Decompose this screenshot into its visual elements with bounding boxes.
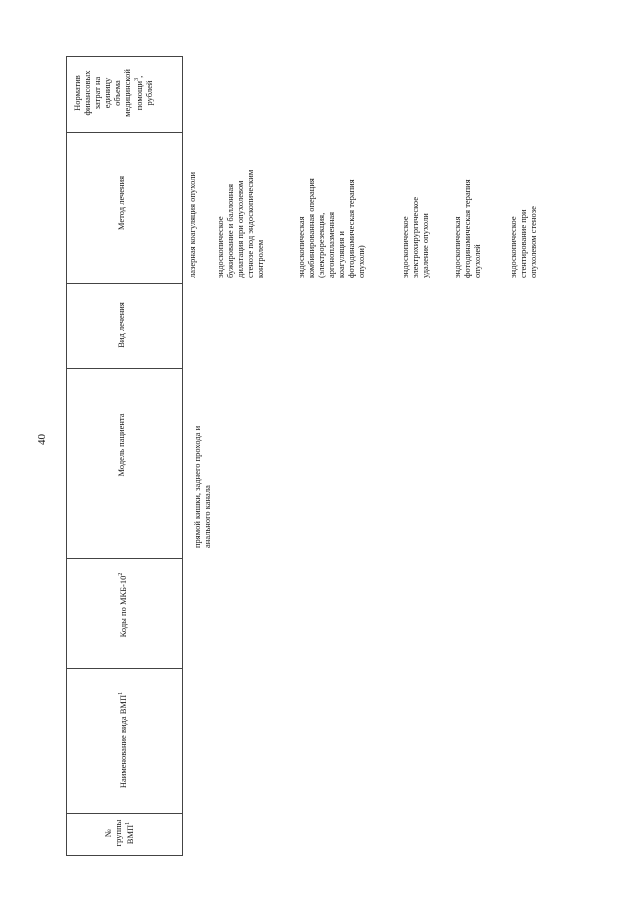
method-entry: эндоскопическое бужирование и баллонная дилатация при опухолевом стенозе под эндоскопическим контролем: [215, 169, 265, 278]
header-vmp-name: Наименование вида ВМП$^1$: [117, 691, 128, 789]
column-divider: [66, 558, 183, 559]
column-divider: [66, 283, 183, 284]
column-divider: [66, 668, 183, 669]
header-cost-norm: Норматив финансовых затрат на единицу объема медицинской помощи$^3$, рублей: [72, 69, 154, 117]
header-group-no: № группы ВМП$^1$: [103, 819, 135, 847]
page-number: 40: [36, 434, 48, 445]
patient-model-text: прямой кишки, заднего прохода и анального канала: [192, 425, 212, 548]
header-treatment-type: Вид лечения: [116, 302, 126, 348]
header-mkb-codes: Коды по МКБ-$10^2$: [117, 572, 128, 638]
header-treatment-method: Метод лечения: [116, 175, 126, 231]
column-divider: [66, 132, 183, 133]
column-divider: [66, 368, 183, 369]
method-entry: эндоскопическое электрохирургическое удаление опухоли: [400, 197, 430, 278]
column-divider: [66, 813, 183, 814]
header-patient-model: Модель пациента: [116, 413, 126, 477]
method-entry: эндоскопическая фотодинамическая терапия опухолей: [452, 179, 482, 278]
method-entry: эндоскопическая комбинированная операция (электрорезекция, аргоноплазменная коагуляция и фотодинамическая терапия опухоли): [296, 178, 366, 278]
method-entry: эндоскопическое стентирование при опухолевом стенозе: [508, 206, 538, 278]
method-entry: лазерная коагуляция опухоли: [187, 171, 197, 278]
